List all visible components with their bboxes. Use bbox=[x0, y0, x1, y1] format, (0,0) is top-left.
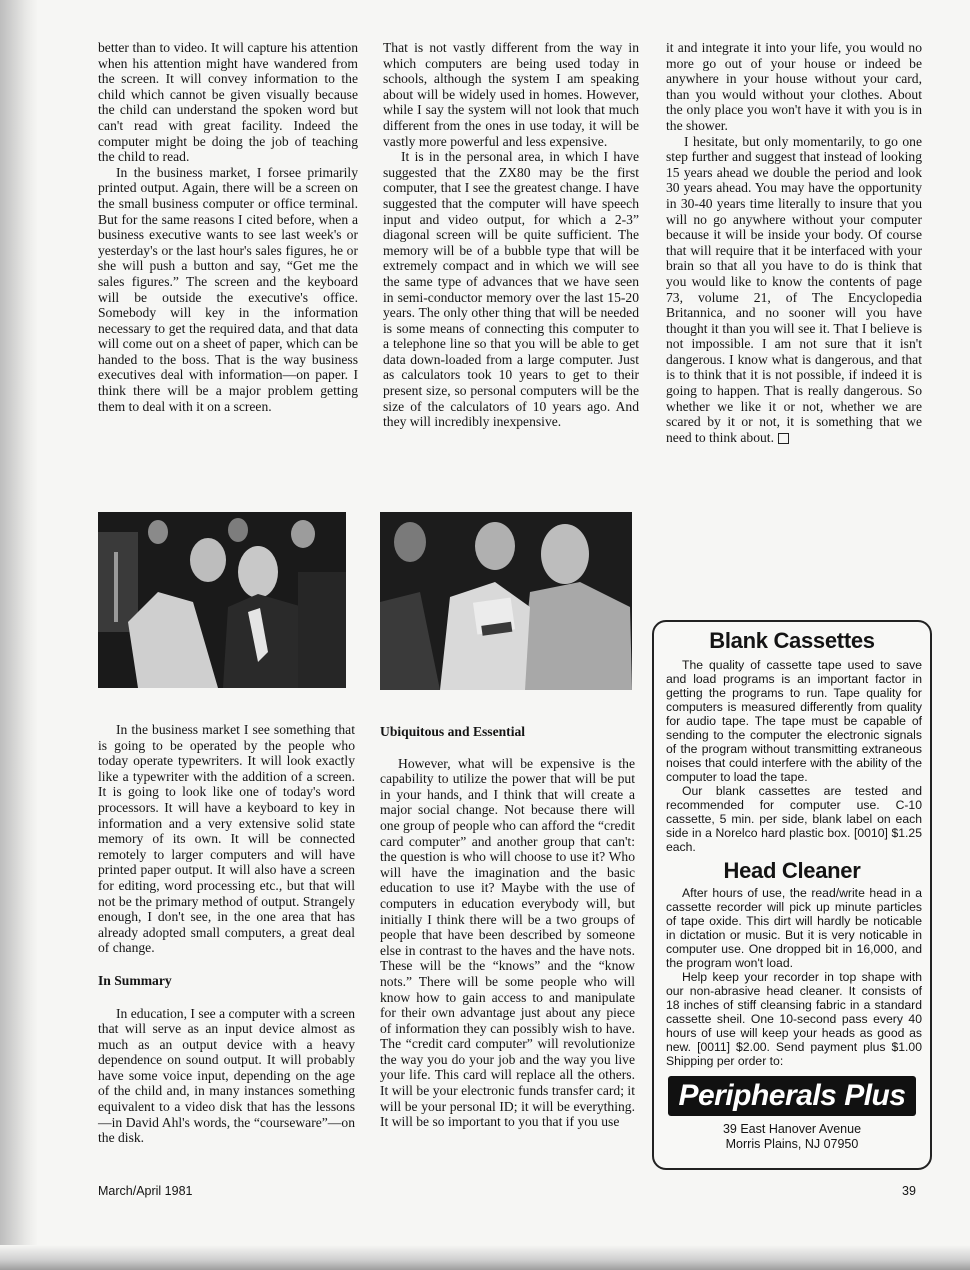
ad-paragraph: Our blank cassettes are tested and recommended for computer use. C-10 cassette, 5 min. per side, blank label on each side in a Norelco hard plastic box. [0010] $1.25 each. bbox=[666, 784, 922, 854]
ad-text-cleaner bbox=[654, 886, 930, 1068]
paragraph: better than to video. It will capture his attention when his attention might have wandered from the screen. It will convey information to the child which cannot be given visually because the child can understand the spoken word but can't read with great facility. Indeed the computer might be doing the job of teaching the child to read. bbox=[98, 40, 358, 165]
address-line: 39 East Hanover Avenue bbox=[722, 1122, 862, 1136]
column-1-top bbox=[98, 40, 358, 414]
paragraph: However, what will be expensive is the capability to utilize the power that will be put in your hands, and I think that will create a major social change. Not because there will one group of people who can afford the “credit card computer” and another group that can't: the question is who will choose to use it? Who will have the imagination and the basic education to use it? Maybe with the use of computers in education everybody will, but initially I think there will be a two groups of people that have been described by someone else in contrast to the haves and the have nots. These will be the “knows” and the “know nots.” There will be some people who will know how to gain access to and manipulate for their own advantage just about any piece of information they can possibly wish to have. The “credit card computer” will revolutionize the way you do your job and the way you live your life. This card will replace all the others. It will be your electronic funds transfer card; it will be your personal ID; it will be everything. It will be so important to you that if you use bbox=[380, 755, 635, 1130]
ad-address bbox=[654, 1122, 930, 1152]
paragraph-text: I hesitate, but only momentarily, to go one step further and suggest that instead of looking 15 years ahead we double the period and look 30 years ahead. You may have the opportunity in 30-40 years time literally to insure that you will no go anywhere without your computer because it will be inside your body. Of course that will require that it be interfaced with your brain so that all you have to do is think that you would like to know the contents of page 73, volume 21, of The Encyclopedia Britannica, and no sooner will you have thought it than you will see it. That I believe is not impossible. I am not sure that it isn't dangerous. I know what is dangerous, and that is to think that it is not possible, if indeed it is going to happen. That is really dangerous. So whether we like it or not, whether we are scared by it or not, it is something that we need to think about. bbox=[666, 133, 922, 445]
page-bottom-edge bbox=[0, 1245, 970, 1270]
page-number: 39 bbox=[902, 1184, 916, 1198]
page-fold-shadow bbox=[0, 0, 38, 1270]
column-2-bottom bbox=[380, 724, 635, 1130]
ad-paragraph: The quality of cassette tape used to save and load programs is an important factor in getting the programs to run. Tape quality for computers is measured differently from quality for audio tape. The tape must be capable of sending to the computer the electronic signals of the program without transmitting extraneous noises that could interfere with the ability of the computer to load the tape. bbox=[666, 658, 922, 784]
ad-title-head-cleaner: Head Cleaner bbox=[723, 858, 861, 883]
paragraph bbox=[666, 134, 922, 446]
address-line: Morris Plains, NJ 07950 bbox=[725, 1137, 859, 1151]
paragraph: In the business market, I forsee primarily printed output. Again, there will be a screen on the small business computer or office terminal. But for the same reasons I cited before, when a business executive wants to see last week's or yesterday's or the last hour's sales figures, he or she will push a button and say, “Get me the sales figures.” The screen and the keyboard will be outside the executive's office. Somebody will key in the information necessary to get the required data, and that data will come out on a sheet of paper, which can be handed to the boss. That is the way business executives deal with information—on paper. I think there will be a major problem getting them to deal with it on a screen. bbox=[98, 164, 358, 414]
ad-title-blank-cassettes: Blank Cassettes bbox=[709, 628, 875, 653]
photo-crowd-left-image bbox=[98, 512, 346, 688]
column-1-bottom bbox=[98, 722, 355, 1146]
paragraph: In the business market I see something that is going to be operated by the people who today operate typewriters. It will look exactly like a typewriter with the addition of a screen. It is going to look like one of today's word processors. It will have a keyboard to key in information and a very extensive solid state memory of its own. It will be connected remotely to larger computers and will have printed paper output. It will also have a screen for editing, word processing etc., but that will not be the primary method of output. Strangely enough, I don't see, in the one area that has already adopted small computers, a great deal of change. bbox=[98, 722, 355, 956]
peripherals-plus-logo: Peripherals Plus bbox=[668, 1076, 916, 1116]
ad-paragraph: After hours of use, the read/write head in a cassette recorder will pick up minute particles of tape oxide. This dirt will hardly be noticable in dictation or music. But it is very noticable in computer use. One dropped bit in 16,000, and the program won't load. bbox=[666, 886, 922, 970]
section-heading: Ubiquitous and Essential bbox=[380, 724, 526, 739]
paragraph: it and integrate it into your life, you would no more go out of your house or indeed be anywhere in your house without your card, than you would without your clothes. About the only place you won't have it with you is in the shower. bbox=[666, 40, 922, 133]
photo-crowd-right-image bbox=[380, 512, 632, 690]
column-2-top bbox=[383, 40, 639, 430]
paragraph: That is not vastly different from the way in which computers are being used today in schools, although the system I am speaking about will be widely used in homes. However, while I say the system will not look that much different from the ones in use today, it will be vastly more powerful and less expensive. bbox=[383, 40, 639, 149]
photo-crowd-left bbox=[98, 512, 346, 688]
section-heading: In Summary bbox=[98, 972, 172, 988]
column-3-top bbox=[666, 40, 922, 445]
ad-paragraph: Help keep your recorder in top shape with our non-abrasive head cleaner. It consists of 18 inches of stiff cleansing fabric in a standard cassette sheil. One 10-second pass every 40 hours of use will keep your heads as good as new. [0011] $2.00. Send payment plus $1.00 Shipping per order to: bbox=[666, 970, 922, 1068]
photo-crowd-right bbox=[380, 512, 632, 690]
ad-text-cassettes bbox=[654, 658, 930, 854]
paragraph: It is in the personal area, in which I have suggested that the ZX80 may be the first computer, that I see the greatest change. I have suggested that the computer will have speech input and video output, for which a 2-3” diagonal screen will be quite sufficient. The memory will be of a bubble type that will be extremely compact and in which we will see the same type of advances that we have seen in semi-conductor memory over the last 15-20 years. The only other thing that will be needed is some means of connecting this computer to a telephone line so that you will be able to get data down-loaded from a large computer. Just as calculators took 10 years to get to their present size, so personal computers will be the size of the calculators of 10 years ago. And they will incredibly inexpensive. bbox=[383, 149, 639, 430]
end-mark-icon bbox=[778, 433, 789, 444]
paragraph: In education, I see a computer with a screen that will serve as an input device almost as much as an output device with a heavy dependence on sound output. It will probably have some voice input, depending on the age of the child and, in many instances something equivalent to a video disk that has the lessons—in David Ahl's words, the “courseware”—on the disk. bbox=[98, 1005, 355, 1146]
issue-date: March/April 1981 bbox=[98, 1184, 193, 1198]
advertisement-box bbox=[652, 620, 932, 1170]
